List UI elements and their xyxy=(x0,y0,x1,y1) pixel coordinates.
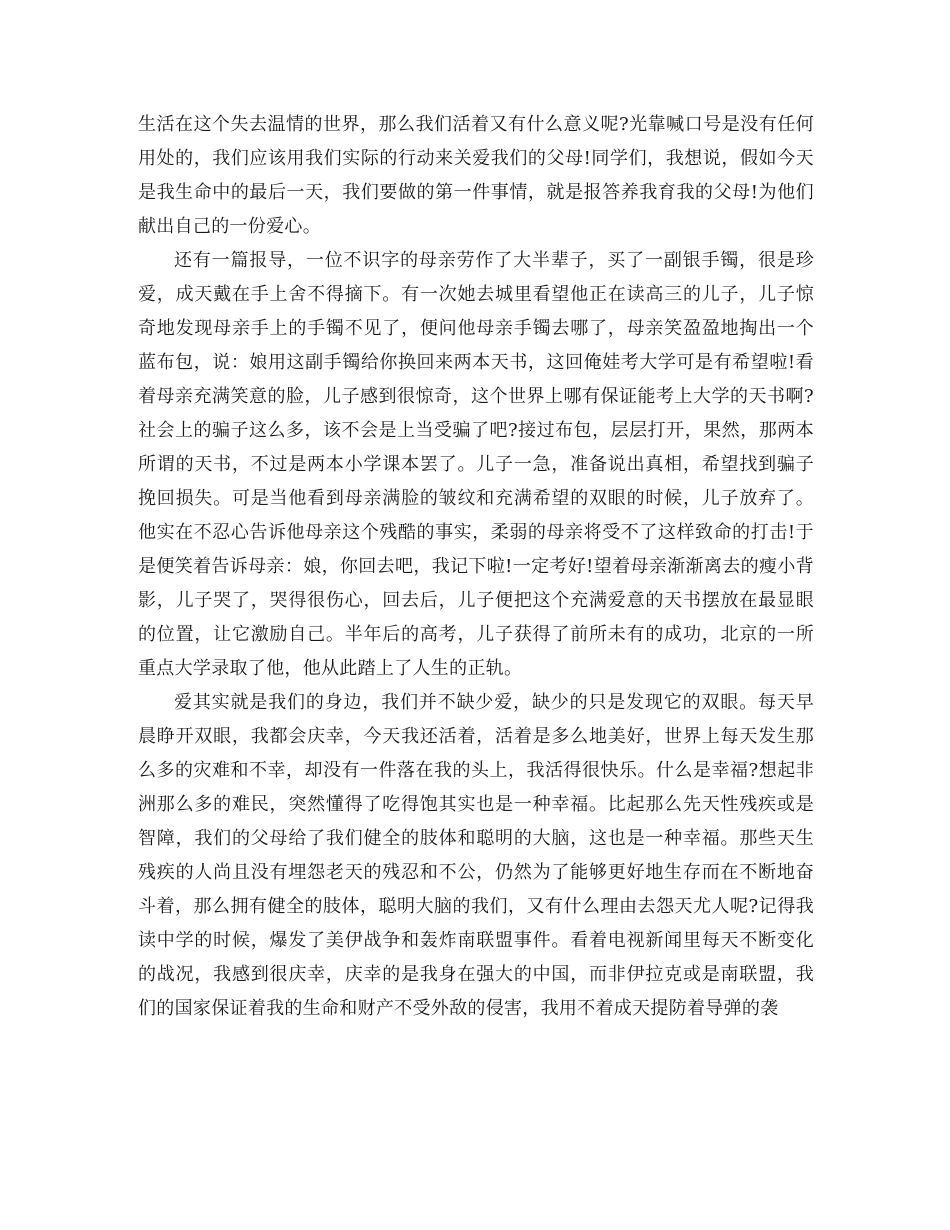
document-body xyxy=(138,108,814,1026)
paragraph-1: 生活在这个失去温情的世界，那么我们活着又有什么意义呢?光靠喊口号是没有任何用处的，我们应该用我们实际的行动来关爱我们的父母!同学们，我想说，假如今天是我生命中的最后一天，我们要做的第一件事情，就是报答养我育我的父母!为他们献出自己的一份爱心。 xyxy=(138,114,814,237)
paragraph-2: 还有一篇报导，一位不识字的母亲劳作了大半辈子，买了一副银手镯，很是珍爱，成天戴在手上舍不得摘下。有一次她去城里看望他正在读高三的儿子，儿子惊奇地发现母亲手上的手镯不见了，便问他母亲手镯去哪了，母亲笑盈盈地掏出一个蓝布包，说：娘用这副手镯给你换回来两本天书，这回俺娃考大学可是有希望啦!看着母亲充满笑意的脸，儿子感到很惊奇，这个世界上哪有保证能考上大学的天书啊?社会上的骗子这么多，该不会是上当受骗了吧?接过布包，层层打开，果然，那两本所谓的天书，不过是两本小学课本罢了。儿子一急，准备说出真相，希望找到骗子挽回损失。可是当他看到母亲满脸的皱纹和充满希望的双眼的时候，儿子放弃了。他实在不忍心告诉他母亲这个残酷的事实，柔弱的母亲将受不了这样致命的打击!于是便笑着告诉母亲：娘，你回去吧，我记下啦!一定考好!望着母亲渐渐离去的瘦小背影，儿子哭了，哭得很伤心，回去后，儿子便把这个充满爱意的天书摆放在最显眼的位置，让它激励自己。半年后的高考，儿子获得了前所未有的成功，北京的一所重点大学录取了他，他从此踏上了人生的正轨。 xyxy=(138,250,814,679)
paragraph-3: 爱其实就是我们的身边，我们并不缺少爱，缺少的只是发现它的双眼。每天早晨睁开双眼，我都会庆幸，今天我还活着，活着是多么地美好，世界上每天发生那么多的灾难和不幸，却没有一件落在我的头上，我活得很快乐。什么是幸福?想起非洲那么多的难民，突然懂得了吃得饱其实也是一种幸福。比起那么先天性残疾或是智障，我们的父母给了我们健全的肢体和聪明的大脑，这也是一种幸福。那些天生残疾的人尚且没有埋怨老天的残忍和不公，仍然为了能够更好地生存而在不断地奋斗着，那么拥有健全的肢体，聪明大脑的我们，又有什么理由去怨天尤人呢?记得我读中学的时候，爆发了美伊战争和轰炸南联盟事件。看着电视新闻里每天不断变化的战况，我感到很庆幸，庆幸的是我身在强大的中国，而非伊拉克或是南联盟，我们的国家保证着我的生命和财产不受外敌的侵害，我用不着成天提防着导弹的袭 xyxy=(138,692,814,1019)
